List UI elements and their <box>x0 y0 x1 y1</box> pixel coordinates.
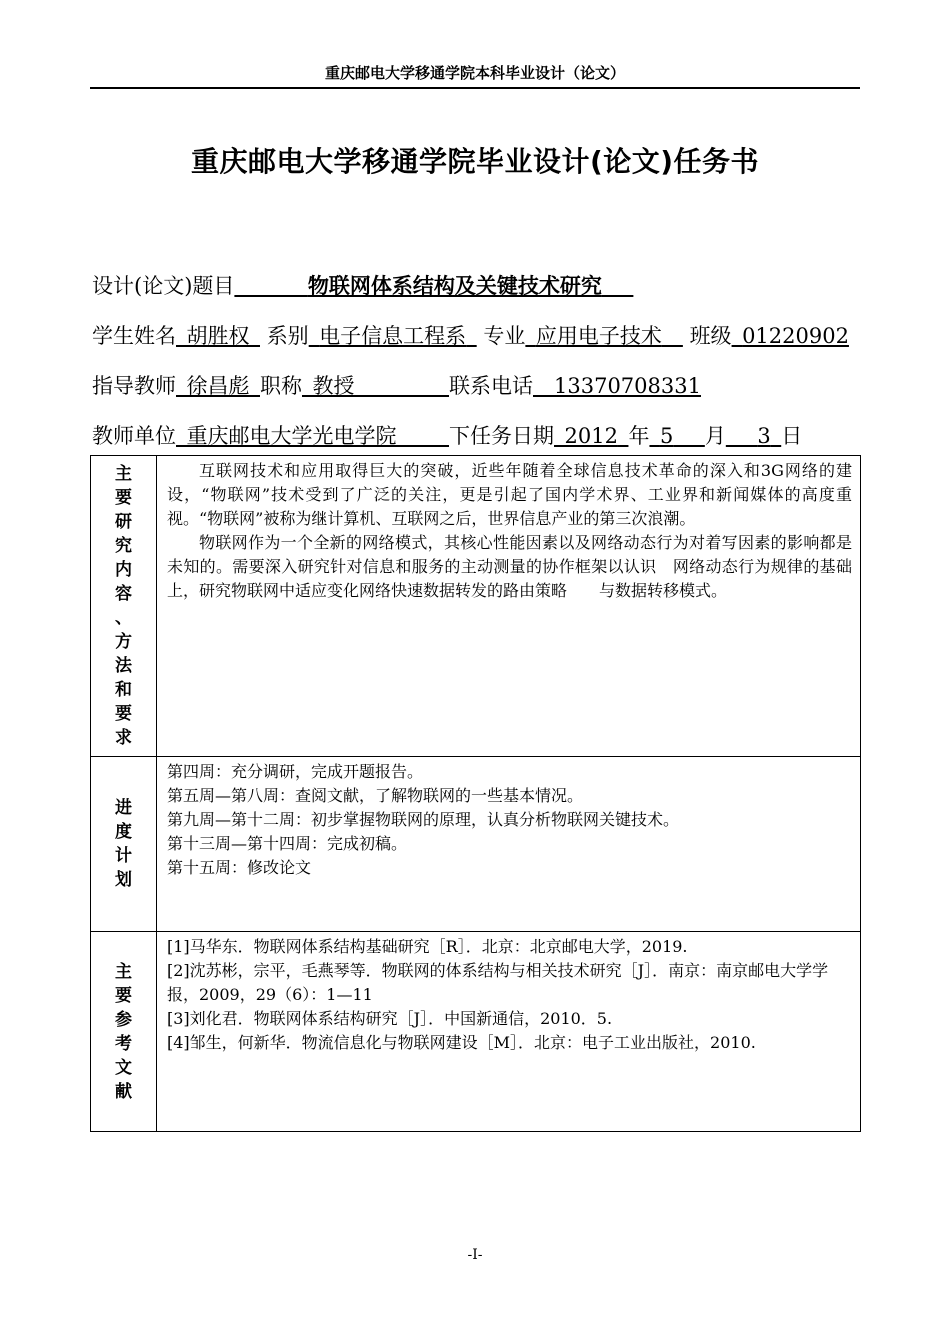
references-label-char: 考 <box>115 1033 132 1054</box>
content-label-char: 要 <box>115 488 132 508</box>
schedule-item: 第十三周—第十四周：完成初稿。 <box>167 834 408 853</box>
content-paragraph: 互联网技术和应用取得巨大的突破，近些年随着全球信息技术革命的深入和3G网络的建设，“物联网”技术受到了广泛的关注，更是引起了国内学术界、工业界和新闻媒体的高度重视。“物联网”被称为继计算机、互联网之后，世界信息产业的第三次浪潮。 <box>167 461 852 528</box>
reference-item: [4]邹生，何新华．物流信息化与物联网建设［M］．北京：电子工业出版社，2010. <box>167 1033 756 1052</box>
phone-value: 13370708331 <box>554 374 701 398</box>
schedule-item: 第九周—第十二周：初步掌握物联网的原理，认真分析物联网关键技术。 <box>167 810 680 829</box>
schedule-label-char: 度 <box>115 822 132 842</box>
schedule-label-char: 划 <box>115 870 132 890</box>
task-table <box>90 455 861 1132</box>
content-row <box>91 456 861 757</box>
major-value: 应用电子技术 <box>535 324 662 348</box>
schedule-item: 第五周—第八周：查阅文献，了解物联网的一些基本情况。 <box>167 786 584 805</box>
content-label-char: 内 <box>115 560 132 580</box>
content-label-char: 法 <box>115 656 132 676</box>
topic-value: 物联网体系结构及关键技术研究 <box>307 274 602 298</box>
references-label-char: 献 <box>115 1081 132 1102</box>
schedule-item: 第十五周：修改论文 <box>167 858 312 877</box>
day-value: 3 <box>757 424 771 448</box>
content-label-char: 主 <box>115 464 132 484</box>
student-label: 学生姓名 <box>92 324 176 348</box>
class-label: 班级 <box>689 324 732 348</box>
content-label-char: 要 <box>115 704 132 724</box>
unit-value: 重庆邮电大学光电学院 <box>186 424 397 448</box>
content-label-char: 究 <box>115 536 132 556</box>
reference-item: [1]马华东．物联网体系结构基础研究［R］．北京：北京邮电大学，2019. <box>167 937 688 956</box>
references-label <box>91 932 157 1132</box>
reference-item: [2]沈苏彬，宗平，毛燕琴等．物联网的体系结构与相关技术研究［J］．南京：南京邮电大学学报，2009，29（6）：1—11 <box>167 961 829 1004</box>
schedule-label <box>91 757 157 932</box>
content-label-char: 和 <box>115 680 132 700</box>
content-label-char: 方 <box>115 632 132 652</box>
content-label-char: 求 <box>115 728 132 748</box>
major-label: 专业 <box>483 324 526 348</box>
page-header: 重庆邮电大学移通学院本科毕业设计（论文） <box>90 62 860 89</box>
content-body <box>157 456 861 757</box>
year-value: 2012 <box>564 424 618 448</box>
dept-value: 电子信息工程系 <box>319 324 467 348</box>
content-label <box>91 456 157 757</box>
references-label-char: 文 <box>115 1057 132 1078</box>
schedule-item: 第四周：充分调研，完成开题报告。 <box>167 762 424 781</box>
student-value: 胡胜权 <box>186 324 250 348</box>
rank-label: 职称 <box>260 374 302 398</box>
document-title: 重庆邮电大学移通学院毕业设计(论文)任务书 <box>190 145 760 178</box>
content-label-char: 研 <box>115 512 132 532</box>
year-label: 年 <box>628 424 650 448</box>
schedule-row <box>91 757 861 932</box>
schedule-body <box>157 757 861 932</box>
schedule-label-char: 计 <box>115 846 132 866</box>
advisor-value: 徐昌彪 <box>186 374 250 398</box>
schedule-label-char: 进 <box>115 798 132 818</box>
advisor-label: 指导教师 <box>92 374 176 398</box>
unit-label: 教师单位 <box>92 424 176 448</box>
month-label: 月 <box>704 424 726 448</box>
dept-label: 系别 <box>266 324 309 348</box>
phone-label: 联系电话 <box>449 374 533 398</box>
content-label-char: 、 <box>115 608 132 628</box>
references-label-char: 参 <box>115 1009 132 1030</box>
references-body <box>157 932 861 1132</box>
references-label-char: 要 <box>115 985 132 1006</box>
topic-label: 设计(论文)题目 <box>92 274 235 298</box>
references-row <box>91 932 861 1132</box>
topic-row <box>92 270 633 300</box>
month-value: 5 <box>659 424 674 448</box>
page-number: -I- <box>467 1247 483 1263</box>
content-label-char: 容 <box>115 584 132 604</box>
date-label: 下任务日期 <box>449 424 554 448</box>
references-label-char: 主 <box>115 961 132 982</box>
day-label: 日 <box>781 424 803 448</box>
content-paragraph: 物联网作为一个全新的网络模式，其核心性能因素以及网络动态行为对着写因素的影响都是未知的。需要深入研究针对信息和服务的主动测量的协作框架以认识 网络动态行为规律的基础上，研究物联网中适应变化网络快速数据转发的路由策略 与数据转移模式。 <box>167 533 852 600</box>
class-value: 01220902 <box>742 324 849 348</box>
advisor-row <box>92 370 701 400</box>
reference-item: [3]刘化君．物联网体系结构研究［J］．中国新通信，2010．5. <box>167 1009 613 1028</box>
rank-value: 教授 <box>312 374 355 398</box>
student-row <box>92 320 849 350</box>
unit-row <box>92 420 802 450</box>
